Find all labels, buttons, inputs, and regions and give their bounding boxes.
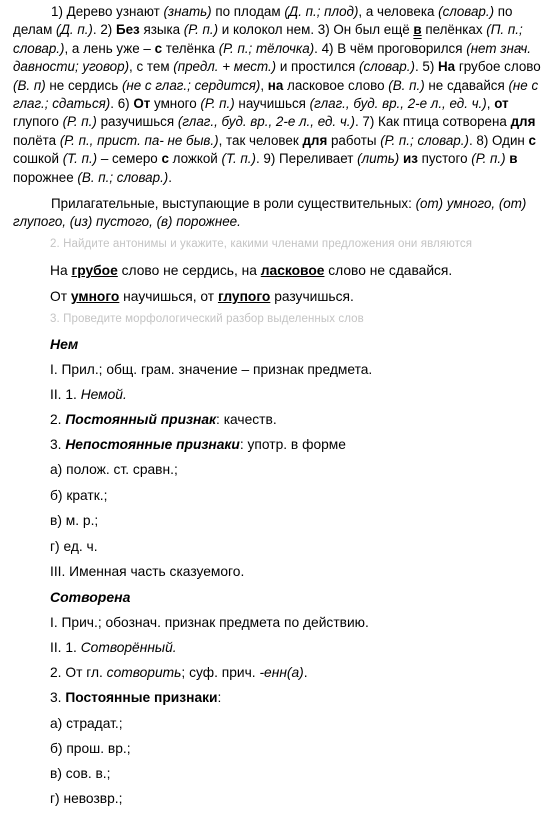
text-run: . 4) В чём проговорился bbox=[314, 40, 467, 56]
annotation: (глаг., буд. вр., 2-е л., ед. ч.) bbox=[177, 114, 355, 130]
summary-examples: (от) умного, (от) глупого, (из) пустого, (в) порожнее. bbox=[13, 196, 527, 230]
annotation: (знать) bbox=[163, 4, 212, 19]
analysis-line bbox=[50, 690, 221, 705]
annotation: (Р. п.) bbox=[183, 22, 219, 38]
text-run: ласковое слово bbox=[283, 77, 389, 93]
preposition: в bbox=[413, 22, 422, 38]
text-run: . 7) Как птица сотворена bbox=[354, 114, 511, 130]
proverbs-paragraph bbox=[13, 3, 543, 187]
preposition: с bbox=[528, 132, 536, 148]
source-verb: сотворить bbox=[106, 665, 182, 680]
text-run: разучишься. bbox=[270, 289, 354, 304]
annotation: (глаг., буд. вр., 2-е л., ед. ч.) bbox=[309, 96, 487, 112]
analysis-line: I. Прил.; общ. грам. значение – признак предмета. bbox=[50, 362, 373, 377]
text-run: II. 1. bbox=[50, 640, 81, 655]
annotation: (Т. п.) bbox=[62, 151, 98, 167]
text-run: 3. bbox=[50, 690, 66, 705]
preposition: в bbox=[509, 151, 518, 167]
annotation: (Р. п.; словар.) bbox=[380, 132, 469, 148]
annotation: (нет знач. давности; уговор) bbox=[13, 40, 532, 75]
analysis-item: а) полож. ст. сравн.; bbox=[50, 462, 178, 477]
text-run: пустого bbox=[417, 151, 472, 167]
text-run: языка bbox=[139, 22, 184, 38]
text-run: ; суф. прич. bbox=[181, 665, 260, 680]
text-run: научишься bbox=[234, 96, 310, 112]
text-run: : качеств. bbox=[216, 412, 277, 427]
analysis-word-1-heading: Нем bbox=[50, 336, 79, 352]
preposition: от bbox=[494, 96, 509, 112]
feature-label: Непостоянные признаки bbox=[65, 437, 240, 452]
text-run: не сердись bbox=[45, 77, 122, 93]
analysis-item: г) невозвр.; bbox=[50, 791, 123, 806]
text-run: . bbox=[303, 665, 308, 680]
text-run: телёнка bbox=[162, 40, 219, 56]
text-run: пелёнках bbox=[421, 22, 487, 38]
text-run: умного bbox=[150, 96, 201, 112]
preposition: с bbox=[161, 151, 169, 167]
text-run: , bbox=[260, 77, 268, 93]
annotation: (не с глаг.; сердится) bbox=[121, 77, 261, 93]
antonym-word: умного bbox=[70, 289, 120, 304]
text-run: На bbox=[50, 263, 72, 278]
antonym-word: глупого bbox=[217, 289, 271, 304]
task-2-heading: 2. Найдите антонимы и укажите, какими членами предложения они являются bbox=[50, 238, 473, 250]
analysis-line: III. Именная часть сказуемого. bbox=[50, 564, 245, 579]
annotation: (П. п.; словар.) bbox=[13, 22, 523, 56]
analysis-line bbox=[50, 412, 277, 427]
text-run: 2. bbox=[50, 412, 66, 427]
antonym-sentence-1 bbox=[50, 263, 452, 278]
text-run: , а лень уже – bbox=[64, 40, 155, 56]
text-run: . 9) Переливает bbox=[255, 151, 358, 167]
text-run: 3. bbox=[50, 437, 66, 452]
analysis-item: в) м. р.; bbox=[50, 513, 99, 528]
text-run: . 2) bbox=[92, 22, 116, 38]
summary-paragraph bbox=[13, 195, 543, 232]
text-run: глупого bbox=[13, 114, 63, 130]
preposition: Без bbox=[115, 22, 140, 38]
annotation: (Т. п.) bbox=[221, 151, 256, 167]
text-run: порожнее bbox=[13, 169, 78, 185]
text-run: работы bbox=[327, 132, 381, 148]
analysis-item: г) ед. ч. bbox=[50, 539, 98, 554]
analysis-line bbox=[50, 665, 308, 680]
analysis-word-2-heading: Сотворена bbox=[50, 589, 131, 605]
text-run: по делам bbox=[13, 4, 513, 38]
annotation: (Р. п.) bbox=[471, 151, 506, 167]
text-run: сошкой bbox=[13, 151, 63, 167]
annotation: (Р. п.; тёлочка) bbox=[218, 40, 315, 56]
text-run: , с тем bbox=[129, 59, 174, 75]
preposition: из bbox=[402, 151, 418, 167]
preposition: От bbox=[133, 96, 151, 112]
annotation: (Д. п.) bbox=[56, 22, 93, 38]
antonym-word: грубое bbox=[71, 263, 118, 278]
analysis-item: б) кратк.; bbox=[50, 488, 108, 503]
analysis-line bbox=[50, 437, 346, 452]
annotation: (Р. п.) bbox=[200, 96, 235, 112]
text-run: . 8) Один bbox=[468, 132, 529, 148]
text-run: , а человека bbox=[358, 4, 439, 19]
text-run: ложкой bbox=[168, 151, 222, 167]
annotation: (В. п.; словар.) bbox=[77, 169, 169, 185]
text-run: , так человек bbox=[218, 132, 303, 148]
suffix: -енн(а) bbox=[259, 665, 304, 680]
preposition: с bbox=[154, 40, 163, 56]
initial-form: Немой. bbox=[80, 387, 127, 402]
annotation: (предл. + мест.) bbox=[173, 59, 277, 75]
preposition: на bbox=[267, 77, 284, 93]
text-run: по плодам bbox=[211, 4, 285, 19]
analysis-line bbox=[50, 387, 127, 402]
feature-label: Постоянный признак bbox=[65, 412, 217, 427]
text-run: разучишься bbox=[96, 114, 178, 130]
text-run: полёта bbox=[13, 132, 60, 148]
text-run: II. 1. bbox=[50, 387, 81, 402]
text-run: научишься, от bbox=[119, 289, 218, 304]
annotation: (Д. п.; плод) bbox=[284, 4, 359, 19]
analysis-line: I. Прич.; обознач. признак предмета по действию. bbox=[50, 615, 369, 630]
feature-label: Постоянные признаки bbox=[65, 690, 218, 705]
analysis-item: в) сов. в.; bbox=[50, 766, 111, 781]
text-run: . bbox=[168, 169, 172, 185]
text-run: . 5) bbox=[414, 59, 439, 75]
preposition: для bbox=[510, 114, 536, 130]
text-run: , bbox=[486, 96, 495, 112]
text-run: не сдавайся bbox=[424, 77, 509, 93]
text-run: слово не сдавайся. bbox=[324, 263, 453, 278]
text-run: и колокол нем. 3) Он был ещё bbox=[218, 22, 414, 38]
annotation: (словар.) bbox=[359, 59, 415, 75]
task-3-heading: 3. Проведите морфологический разбор выделенных слов bbox=[50, 313, 364, 325]
annotation: (не с глаг.; сдаться) bbox=[13, 77, 539, 112]
text-run: 2. От гл. bbox=[50, 665, 107, 680]
text-run: – семеро bbox=[97, 151, 162, 167]
analysis-item: б) прош. вр.; bbox=[50, 741, 131, 756]
annotation: (В. п.) bbox=[388, 77, 425, 93]
annotation: (словар.) bbox=[438, 4, 495, 19]
annotation: (Р. п.) bbox=[62, 114, 97, 130]
text-run: : употр. в форме bbox=[239, 437, 346, 452]
antonym-word: ласковое bbox=[260, 263, 325, 278]
analysis-line bbox=[50, 640, 177, 655]
text-run: 1) Дерево узнают bbox=[51, 4, 164, 19]
text-run: От bbox=[50, 289, 71, 304]
preposition: для bbox=[302, 132, 328, 148]
annotation: (В. п) bbox=[13, 77, 46, 93]
text-run: слово не сердись, на bbox=[117, 263, 261, 278]
text-run: . 6) bbox=[110, 96, 134, 112]
annotation: (лить) bbox=[357, 151, 400, 167]
text-run: и простился bbox=[276, 59, 359, 75]
analysis-item: а) страдат.; bbox=[50, 716, 123, 731]
preposition: На bbox=[438, 59, 456, 75]
text-run: : bbox=[217, 690, 222, 705]
initial-form: Сотворённый. bbox=[80, 640, 177, 655]
summary-text: Прилагательные, выступающие в роли существительных: bbox=[51, 196, 416, 211]
antonym-sentence-2 bbox=[50, 289, 354, 304]
annotation: (Р. п., прист. па- не быв.) bbox=[59, 132, 219, 148]
text-run: грубое слово bbox=[455, 59, 541, 75]
